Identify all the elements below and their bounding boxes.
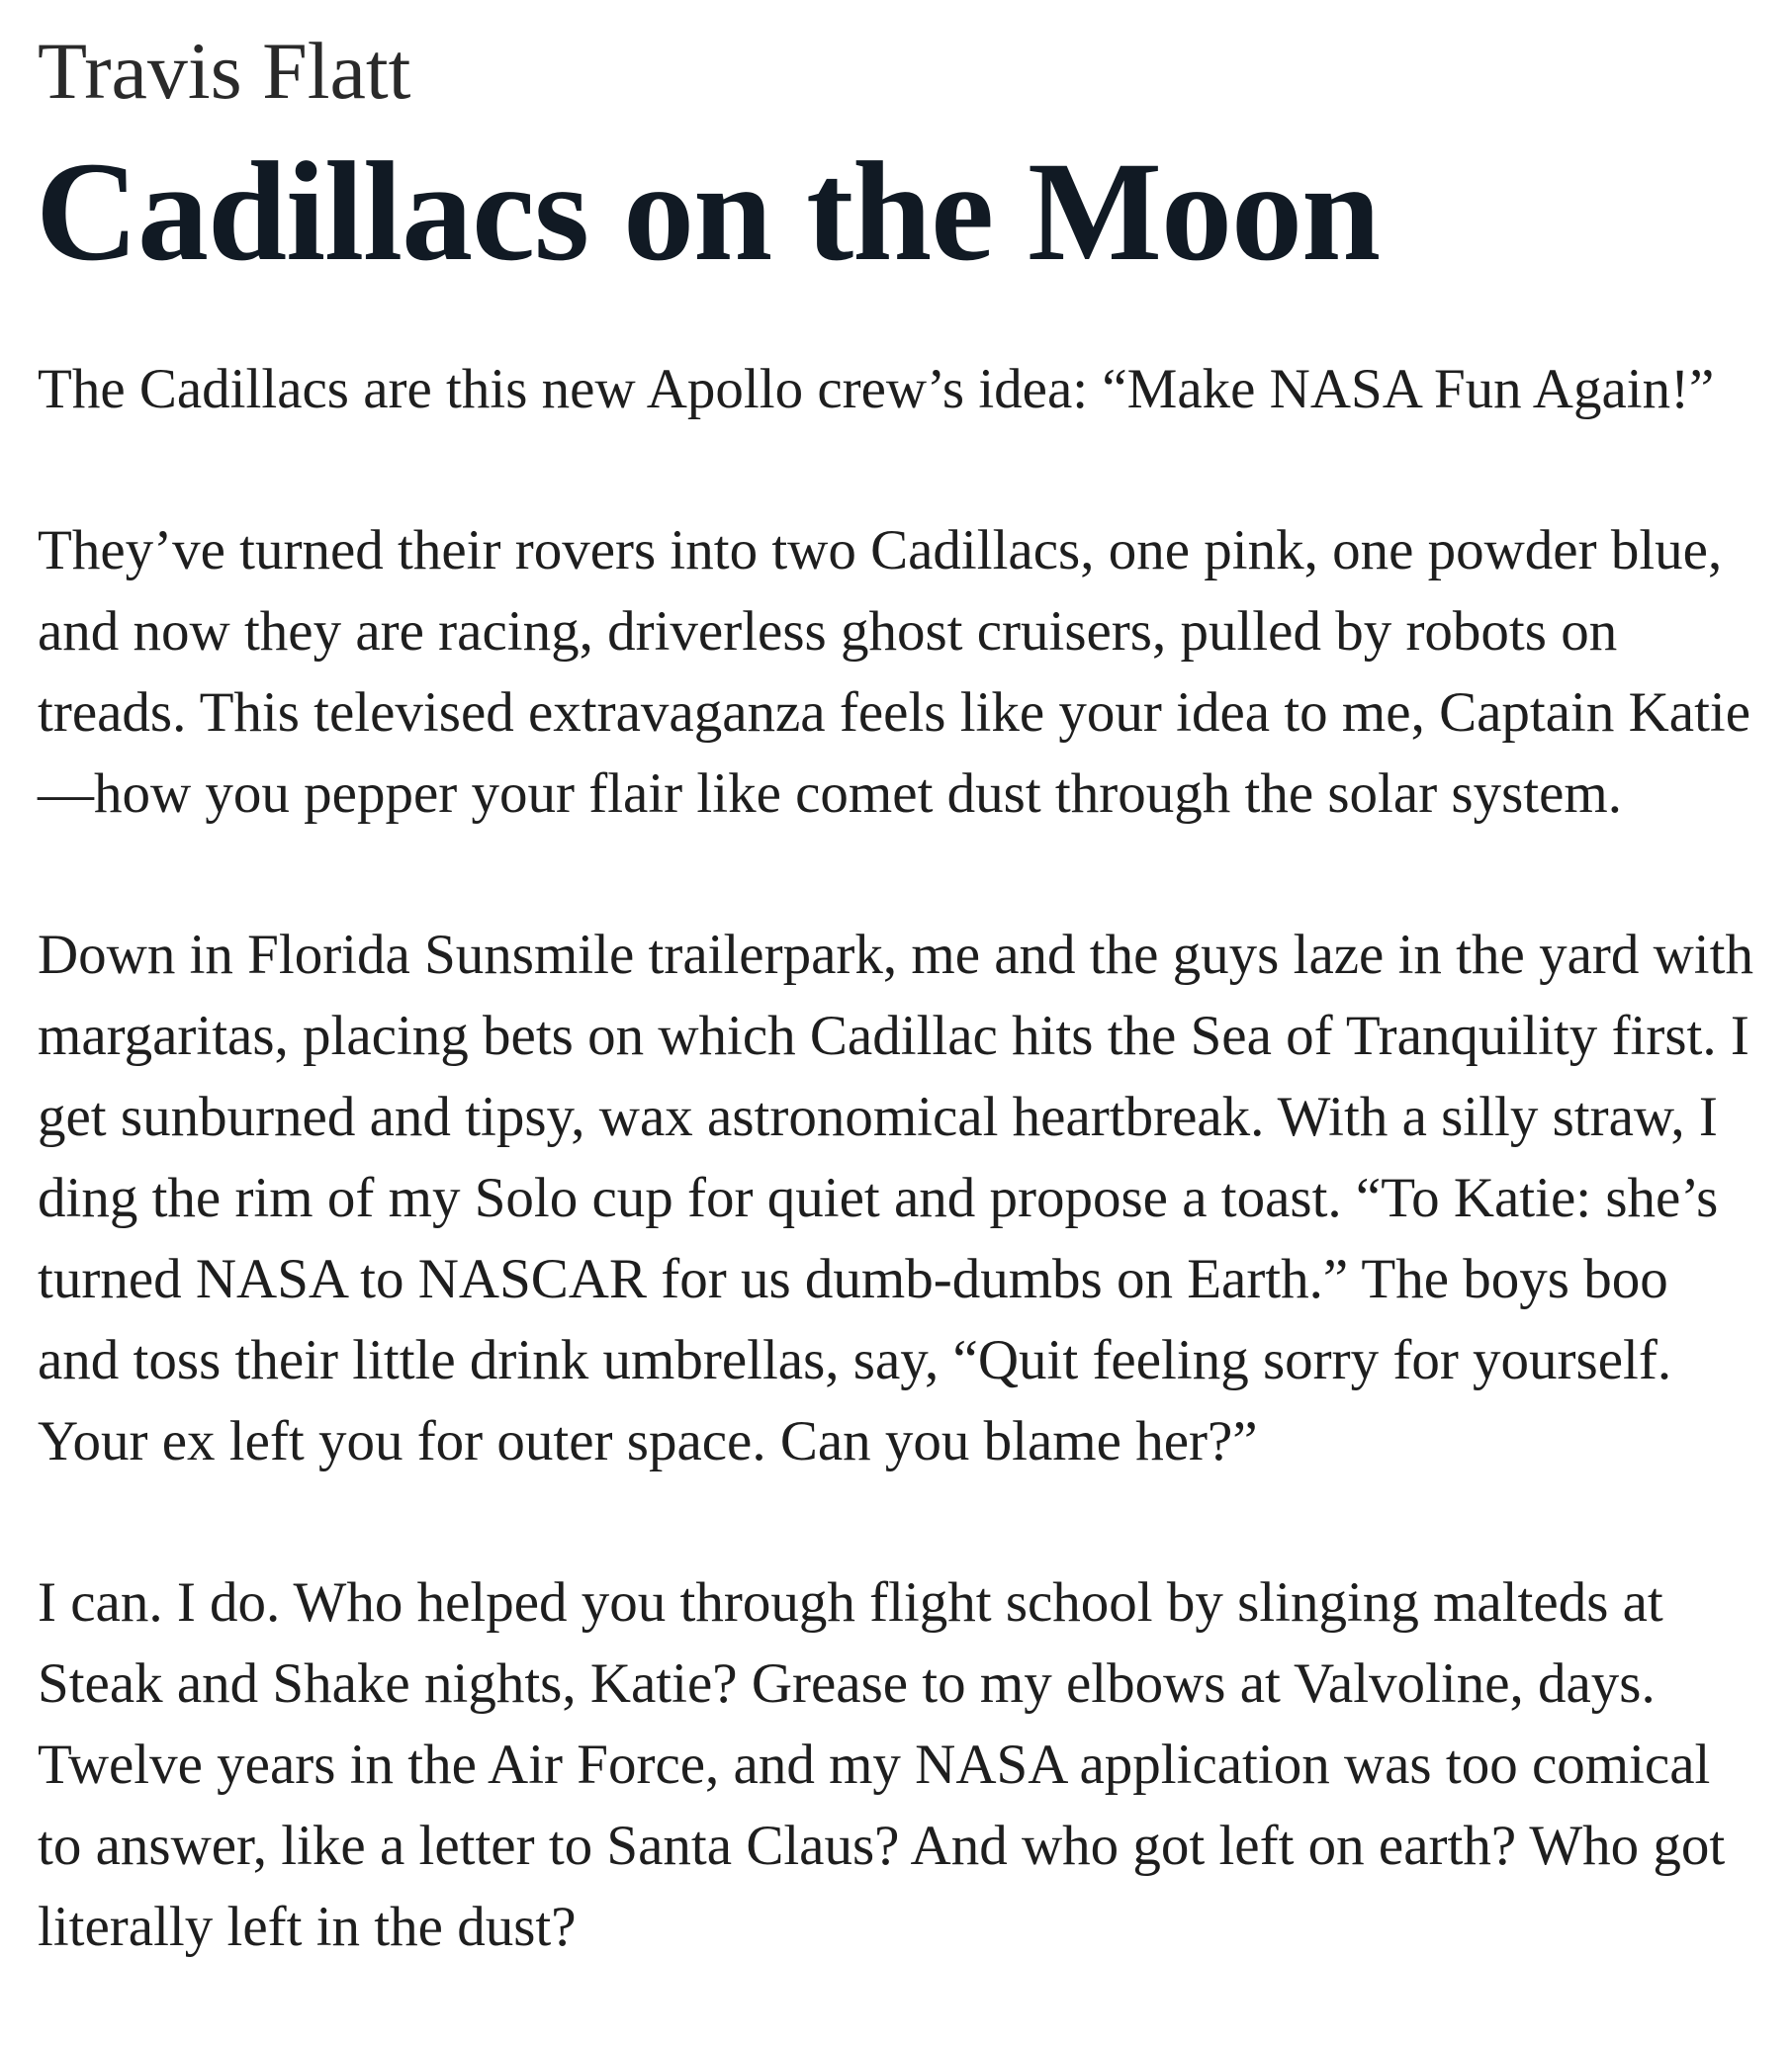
author-name: Travis Flatt [38, 26, 411, 116]
paragraph-1: The Cadillacs are this new Apollo crew’s idea: “Make NASA Fun Again!” [38, 358, 1715, 420]
paragraph-3: Down in Florida Sunsmile trailerpark, me and the guys laze in the yard with margaritas, placing bets on which Cadillac hits the Sea of Tranquility first. I get sunburned and tipsy, wax astronomical heartbreak. With a silly straw, I ding the rim of my Solo cup for quiet and propose a toast. “To Katie: she’s turned NASA to NASCAR for us dumb-dumbs on Earth.” The boys boo and toss their little drink umbrellas, say, “Quit feeling sorry for yourself. Your ex left you for outer space. Can you blame her?” [38, 924, 1753, 1472]
paragraph-4: I can. I do. Who helped you through flight school by slinging malteds at Steak and Shake nights, Katie? Grease to my elbows at Valvoline, days. Twelve years in the Air Force, and my NASA application was too comical to answer, like a letter to Santa Claus? And who got left on earth? Who got literally left in the dust? [38, 1571, 1726, 1958]
story-title: Cadillacs on the Moon [36, 134, 1381, 291]
paragraph-2: They’ve turned their rovers into two Cadillacs, one pink, one powder blue, and now they are racing, driverless ghost cruisers, pulled by robots on treads. This televised extravaganza feels like your idea to me, Captain Katie—how you pepper your flair like comet dust through the solar system. [38, 519, 1751, 825]
story-body [38, 349, 1758, 2048]
